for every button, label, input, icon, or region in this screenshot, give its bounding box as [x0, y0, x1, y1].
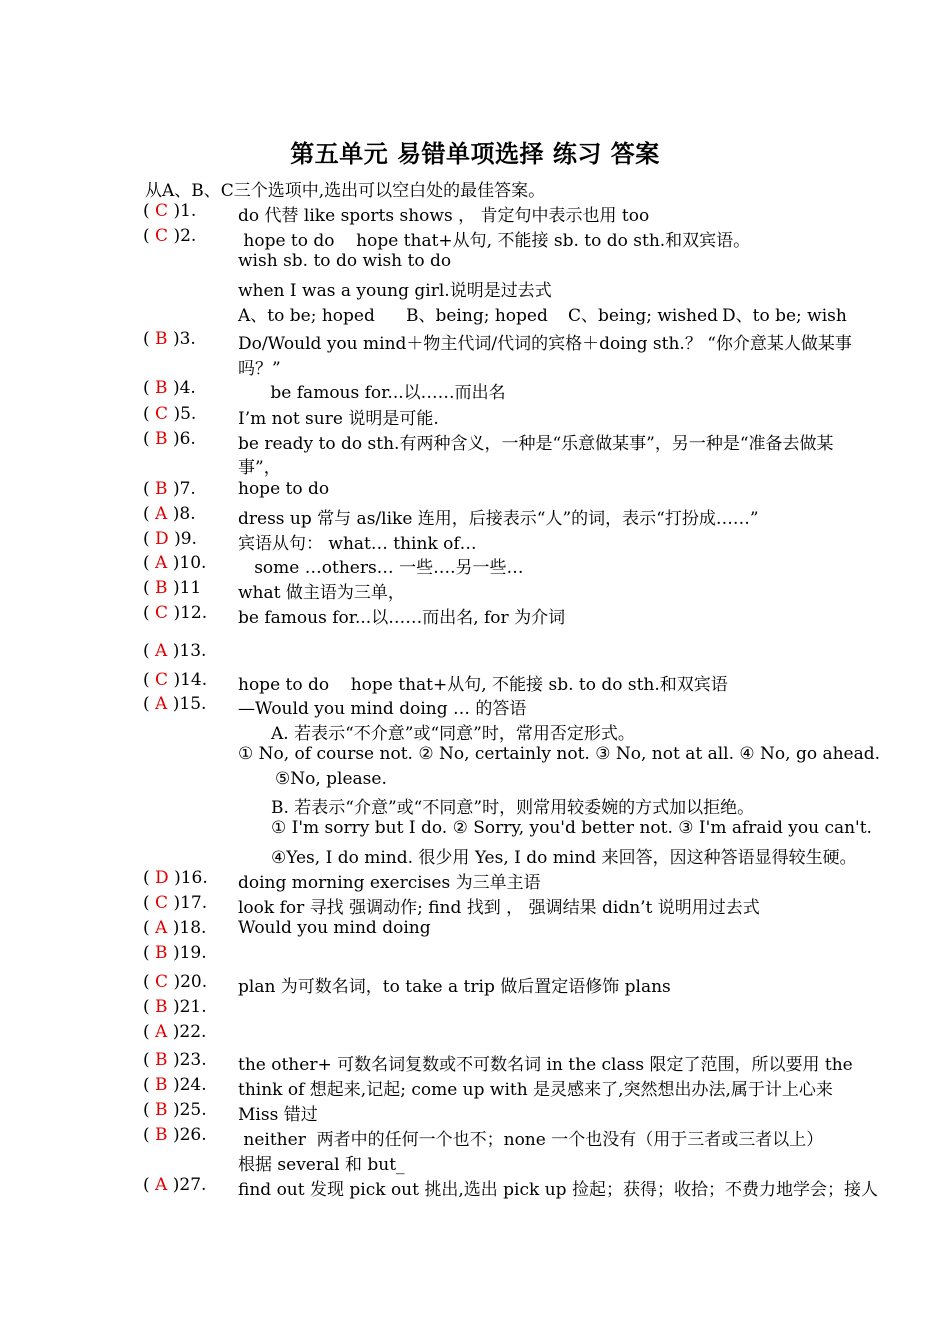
question-number: 6. — [179, 429, 196, 449]
question-label: ( B )26. — [143, 1125, 207, 1145]
question-number: 27. — [179, 1175, 207, 1195]
answer-explanation: what 做主语为三单， — [238, 583, 405, 603]
question-number: 11 — [179, 578, 202, 598]
q15-note-line: A. 若表示“不介意”或“同意”时，常用否定形式。 — [271, 724, 635, 744]
answer-row — [0, 943, 950, 967]
q15-note-line: ⑤No, please. — [275, 769, 387, 789]
question-number: 9. — [180, 529, 197, 549]
answer-explanation: be ready to do sth.有两种含义，一种是“乐意做某事”，另一种是“准备去做某 — [238, 434, 834, 454]
answer-row — [0, 1050, 950, 1074]
answer-row — [0, 694, 950, 718]
question-label: ( A )15. — [143, 694, 207, 714]
q2-option-d: D、to be; wish — [722, 306, 847, 326]
answer-letter: B — [155, 479, 168, 499]
answer-row — [0, 1175, 950, 1199]
answer-explanation: hope to do hope that+从句, 不能接 sb. to do sth.和双宾语 — [238, 675, 728, 695]
answer-explanation: plan 为可数名词，to take a trip 做后置定语修饰 plans — [238, 977, 671, 997]
question-label: ( D )9. — [143, 529, 197, 549]
answer-row — [0, 670, 950, 694]
answer-row — [0, 1125, 950, 1149]
question-label: ( A )18. — [143, 918, 207, 938]
q2-option-a: A、to be; hoped — [238, 306, 375, 326]
answer-explanation: think of 想起来,记起; come up with 是灵感来了,突然想出办法,属于计上心来 — [238, 1080, 833, 1100]
answer-row — [0, 1100, 950, 1124]
answer-letter: B — [155, 997, 168, 1017]
answer-letter: B — [155, 429, 168, 449]
question-label: ( A )22. — [143, 1022, 207, 1042]
question-number: 25. — [179, 1100, 207, 1120]
answer-row — [0, 918, 950, 942]
question-label: ( B )25. — [143, 1100, 207, 1120]
q3-note-cont: 吗？” — [238, 359, 281, 379]
page-title: 第五单元 易错单项选择 练习 答案 — [290, 139, 660, 168]
question-number: 19. — [179, 943, 207, 963]
answer-letter: C — [155, 670, 169, 690]
answer-row — [0, 529, 950, 553]
question-label: ( C )12. — [143, 603, 208, 623]
answer-letter: B — [155, 1050, 168, 1070]
question-label: ( B )4. — [143, 378, 196, 398]
question-label: ( B )21. — [143, 997, 207, 1017]
answer-letter: C — [155, 201, 169, 221]
answer-letter: A — [155, 918, 168, 938]
q15-note-line: ① I'm sorry but I do. ② Sorry, you'd better not. ③ I'm afraid you can't. — [271, 818, 872, 838]
answer-explanation: be famous for...以……而出名, for 为介词 — [238, 608, 566, 628]
q6-note-cont: 事”， — [238, 458, 281, 478]
answer-explanation: I’m not sure 说明是可能. — [238, 409, 439, 429]
answer-letter: B — [155, 943, 168, 963]
answer-row — [0, 429, 950, 453]
q2-option-c: C、being; wished — [568, 306, 718, 326]
question-number: 18. — [179, 918, 207, 938]
answer-row — [0, 378, 950, 402]
answer-explanation: some …others… 一些….另一些… — [238, 558, 524, 578]
question-label: ( C )20. — [143, 972, 208, 992]
answer-row — [0, 893, 950, 917]
answer-letter: A — [155, 553, 168, 573]
question-number: 21. — [179, 997, 207, 1017]
question-number: 15. — [179, 694, 207, 714]
question-number: 12. — [180, 603, 208, 623]
question-number: 8. — [179, 504, 196, 524]
answer-letter: B — [155, 1125, 168, 1145]
q15-note-line: ④Yes, I do mind. 很少用 Yes, I do mind 来回答，因这种答语显得较生硬。 — [271, 848, 857, 868]
answer-row — [0, 997, 950, 1021]
question-number: 13. — [179, 641, 207, 661]
answer-explanation: doing morning exercises 为三单主语 — [238, 873, 541, 893]
question-number: 3. — [179, 329, 196, 349]
answer-row — [0, 603, 950, 627]
answer-row — [0, 479, 950, 503]
question-label: ( C )14. — [143, 670, 208, 690]
q2-note-line: wish sb. to do wish to do — [238, 251, 452, 271]
answer-explanation: —Would you mind doing … 的答语 — [238, 699, 527, 719]
answer-letter: A — [155, 694, 168, 714]
question-number: 23. — [179, 1050, 207, 1070]
question-label: ( B )24. — [143, 1075, 207, 1095]
question-number: 5. — [180, 404, 197, 424]
answer-explanation: 宾语从句： what… think of… — [238, 534, 477, 554]
q15-note-line: B. 若表示“介意”或“不同意”时，则常用较委婉的方式加以拒绝。 — [271, 798, 755, 818]
question-number: 7. — [179, 479, 196, 499]
question-number: 2. — [180, 226, 197, 246]
question-label: ( C )17. — [143, 893, 208, 913]
question-label: ( C )1. — [143, 201, 197, 221]
question-label: ( B )19. — [143, 943, 207, 963]
question-number: 20. — [180, 972, 208, 992]
answer-explanation: Miss 错过 — [238, 1105, 318, 1125]
question-label: ( A )10. — [143, 553, 207, 573]
question-number: 14. — [180, 670, 208, 690]
question-number: 10. — [179, 553, 207, 573]
question-label: ( B )7. — [143, 479, 196, 499]
answer-explanation: neither 两者中的任何一个也不；none 一个也没有（用于三者或三者以上） — [238, 1130, 824, 1150]
instructions: 从A、B、C三个选项中,选出可以空白处的最佳答案。 — [145, 181, 546, 201]
answer-row — [0, 201, 950, 225]
question-number: 4. — [179, 378, 196, 398]
answer-letter: B — [155, 578, 168, 598]
answer-explanation: hope to do hope that+从句, 不能接 sb. to do sth.和双宾语。 — [238, 231, 751, 251]
question-label: ( A )8. — [143, 504, 196, 524]
answer-letter: B — [155, 329, 168, 349]
answer-row — [0, 329, 950, 353]
answer-letter: C — [155, 972, 169, 992]
answer-letter: A — [155, 504, 168, 524]
question-label: ( B )6. — [143, 429, 196, 449]
answer-letter: D — [155, 529, 169, 549]
q2-note-line: when I was a young girl.说明是过去式 — [238, 281, 552, 301]
answer-row — [0, 1075, 950, 1099]
q2-option-b: B、being; hoped — [406, 306, 548, 326]
answer-letter: C — [155, 404, 169, 424]
question-number: 17. — [180, 893, 208, 913]
answer-explanation: hope to do — [238, 479, 330, 499]
answer-row — [0, 868, 950, 892]
question-number: 22. — [179, 1022, 207, 1042]
answer-letter: D — [155, 868, 169, 888]
answer-explanation: find out 发现 pick out 挑出,选出 pick up 捡起；获得；收拾；不费力地学会；接人 — [238, 1180, 878, 1200]
answer-row — [0, 641, 950, 665]
answer-letter: B — [155, 1100, 168, 1120]
question-number: 16. — [180, 868, 208, 888]
question-label: ( D )16. — [143, 868, 208, 888]
answer-letter: A — [155, 641, 168, 661]
answer-letter: C — [155, 603, 169, 623]
answer-row — [0, 972, 950, 996]
question-label: ( B )11 — [143, 578, 202, 598]
answer-letter: A — [155, 1022, 168, 1042]
answer-letter: C — [155, 893, 169, 913]
question-label: ( C )5. — [143, 404, 197, 424]
answer-explanation: the other+ 可数名词复数或不可数名词 in the class 限定了范围，所以要用 the — [238, 1055, 853, 1075]
answer-explanation: look for 寻找 强调动作; find 找到 ， 强调结果 didn’t 说明用过去式 — [238, 898, 760, 918]
question-label: ( B )3. — [143, 329, 196, 349]
question-label: ( C )2. — [143, 226, 197, 246]
q15-note-line: ① No, of course not. ② No, certainly not. ③ No, not at all. ④ No, go ahead. — [238, 744, 881, 764]
answer-row — [0, 553, 950, 577]
q26-note-cont: 根据 several 和 but_ — [238, 1155, 405, 1175]
question-label: ( A )13. — [143, 641, 207, 661]
question-label: ( A )27. — [143, 1175, 207, 1195]
answer-explanation: do 代替 like sports shows ， 肯定句中表示也用 too — [238, 206, 650, 226]
answer-letter: B — [155, 1075, 168, 1095]
question-label: ( B )23. — [143, 1050, 207, 1070]
answer-explanation: Would you mind doing — [238, 918, 431, 938]
answer-explanation: dress up 常与 as/like 连用，后接表示“人”的词，表示“打扮成……” — [238, 509, 759, 529]
question-number: 1. — [180, 201, 197, 221]
answer-row — [0, 578, 950, 602]
answer-row — [0, 504, 950, 528]
question-number: 26. — [179, 1125, 207, 1145]
answer-row — [0, 226, 950, 250]
answer-row — [0, 404, 950, 428]
answer-explanation: be famous for...以……而出名 — [238, 383, 506, 403]
answer-letter: B — [155, 378, 168, 398]
answer-row — [0, 1022, 950, 1046]
answer-letter: C — [155, 226, 169, 246]
answer-explanation: Do/Would you mind＋物主代词/代词的宾格＋doing sth.？ “你介意某人做某事 — [238, 334, 852, 354]
question-number: 24. — [179, 1075, 207, 1095]
answer-letter: A — [155, 1175, 168, 1195]
